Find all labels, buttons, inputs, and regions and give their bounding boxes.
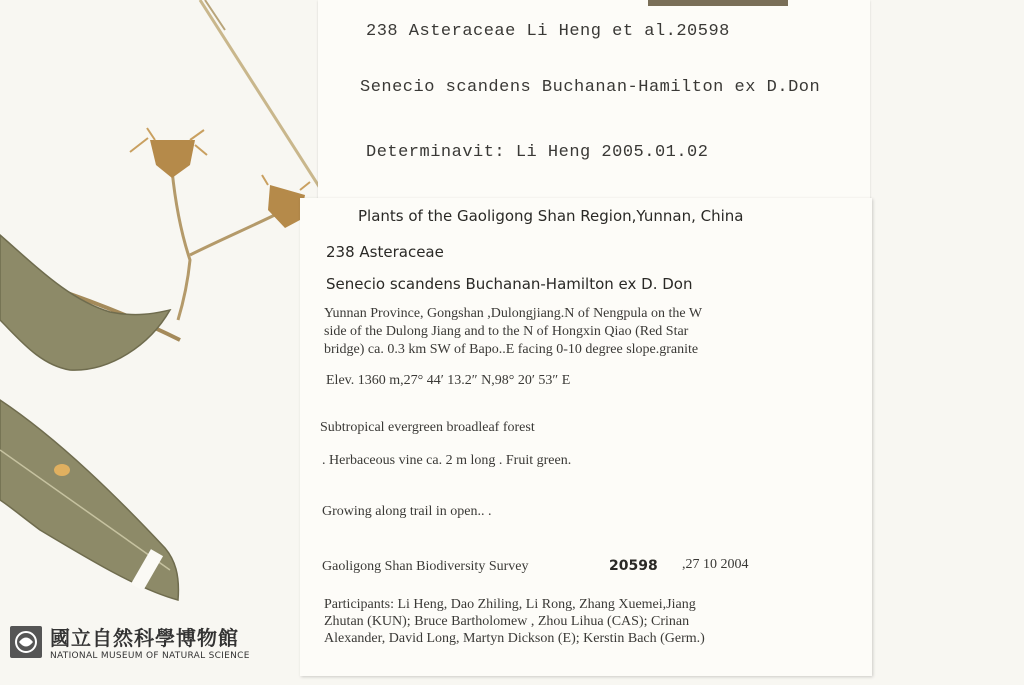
label-participants-3: Alexander, David Long, Martyn Dickson (E); Kerstin Bach (Germ.)	[324, 631, 705, 646]
museum-name-en: NATIONAL MUSEUM OF NATURAL SCIENCE	[50, 651, 250, 661]
label-participants-1: Participants: Li Heng, Dao Zhiling, Li Rong, Zhang Xuemei,Jiang	[324, 597, 696, 612]
det-label-line-1: 238 Asteraceae Li Heng et al.20598	[366, 22, 730, 41]
label-locality-3: bridge) ca. 0.3 km SW of Bapo..E facing 0-10 degree slope.granite	[324, 342, 699, 357]
label-growing: Growing along trail in open.. .	[322, 504, 492, 519]
label-locality-2: side of the Dulong Jiang and to the N of Hongxin Qiao (Red Star	[324, 324, 689, 339]
museum-emblem-icon	[10, 626, 42, 658]
det-label-line-3: Determinavit: Li Heng 2005.01.02	[366, 143, 709, 162]
label-locality-1: Yunnan Province, Gongshan ,Dulongjiang.N of Nengpula on the W	[324, 306, 703, 321]
label-species: Senecio scandens Buchanan-Hamilton ex D. Don	[326, 275, 693, 293]
label-elevation: Elev. 1360 m,27° 44′ 13.2″ N,98° 20′ 53″ E	[326, 373, 571, 388]
museum-name-cn: 國立自然科學博物館	[50, 626, 239, 650]
label-collection-number: 20598	[609, 558, 658, 574]
plant-specimen-image	[0, 0, 330, 685]
label-participants-2: Zhutan (KUN); Bruce Bartholomew , Zhou Lihua (CAS); Crinan	[324, 614, 690, 629]
label-description: . Herbaceous vine ca. 2 m long . Fruit green.	[322, 453, 572, 468]
museum-logo	[10, 622, 250, 661]
label-survey: Gaoligong Shan Biodiversity Survey	[322, 559, 529, 574]
label-habitat: Subtropical evergreen broadleaf forest	[320, 420, 535, 435]
label-family: 238 Asteraceae	[326, 243, 444, 261]
leaf-upper	[0, 235, 170, 370]
label-collection-date: ,27 10 2004	[682, 557, 749, 572]
label-header: Plants of the Gaoligong Shan Region,Yunnan, China	[358, 207, 744, 225]
flower-head-1	[130, 128, 207, 178]
label-edge-strip	[648, 0, 788, 6]
det-label-line-2: Senecio scandens Buchanan-Hamilton ex D.Don	[360, 78, 821, 97]
